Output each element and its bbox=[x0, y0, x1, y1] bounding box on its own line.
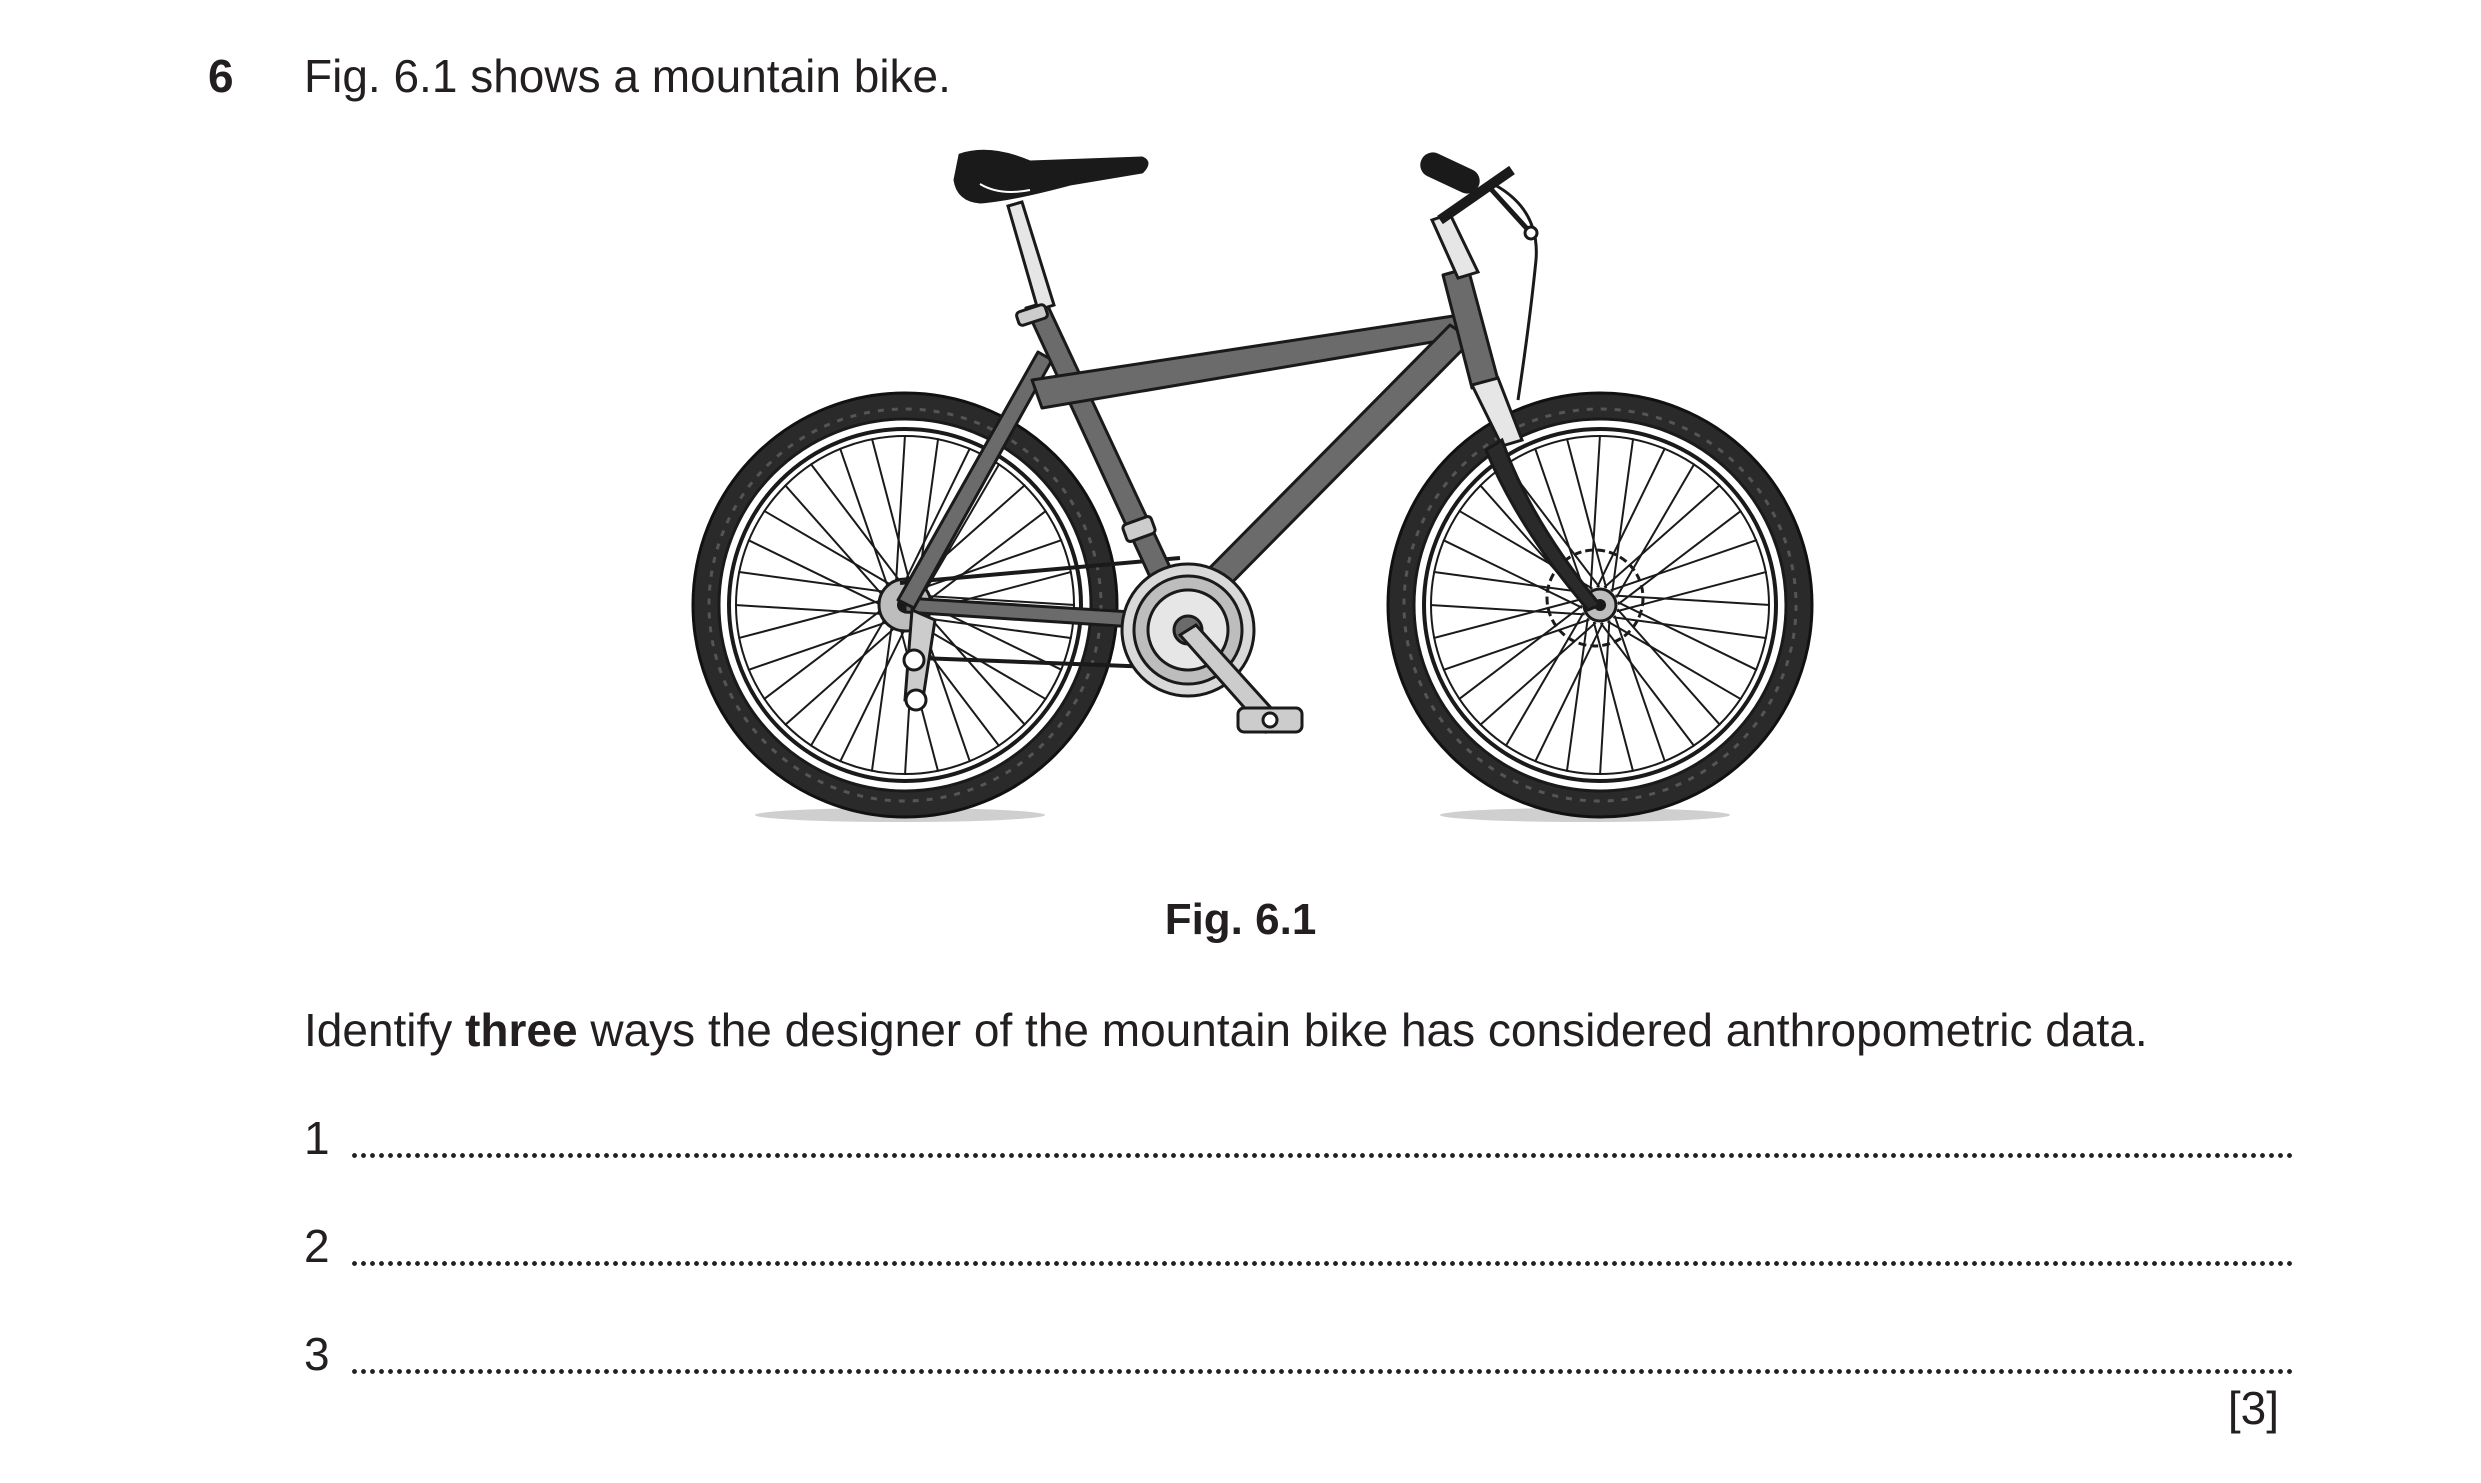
answer-line-number: 2 bbox=[304, 1220, 330, 1272]
question-number: 6 bbox=[208, 50, 234, 102]
dotted-answer-line[interactable] bbox=[350, 1261, 2292, 1266]
answer-line-number: 3 bbox=[304, 1328, 330, 1380]
mountain-bike-figure bbox=[660, 140, 1840, 840]
prompt-text-before: Identify bbox=[304, 1004, 466, 1056]
mountain-bike-illustration bbox=[660, 140, 1840, 840]
answer-line-number: 1 bbox=[304, 1112, 330, 1164]
answer-line-2[interactable] bbox=[304, 1218, 2292, 1274]
prompt-bold-word: three bbox=[465, 1004, 578, 1056]
question-prompt bbox=[304, 1002, 2148, 1058]
prompt-text-after: ways the designer of the mountain bike has considered anthropometric data. bbox=[577, 1004, 2148, 1056]
seat bbox=[955, 151, 1147, 326]
dotted-answer-line[interactable] bbox=[350, 1369, 2292, 1374]
dotted-answer-line[interactable] bbox=[350, 1153, 2292, 1158]
figure-caption: Fig. 6.1 bbox=[1164, 895, 1317, 944]
marks-allocation: [3] bbox=[2227, 1382, 2279, 1434]
answer-line-3[interactable] bbox=[304, 1326, 2292, 1382]
answer-line-1[interactable] bbox=[304, 1110, 2292, 1166]
question-intro: Fig. 6.1 shows a mountain bike. bbox=[304, 50, 951, 102]
